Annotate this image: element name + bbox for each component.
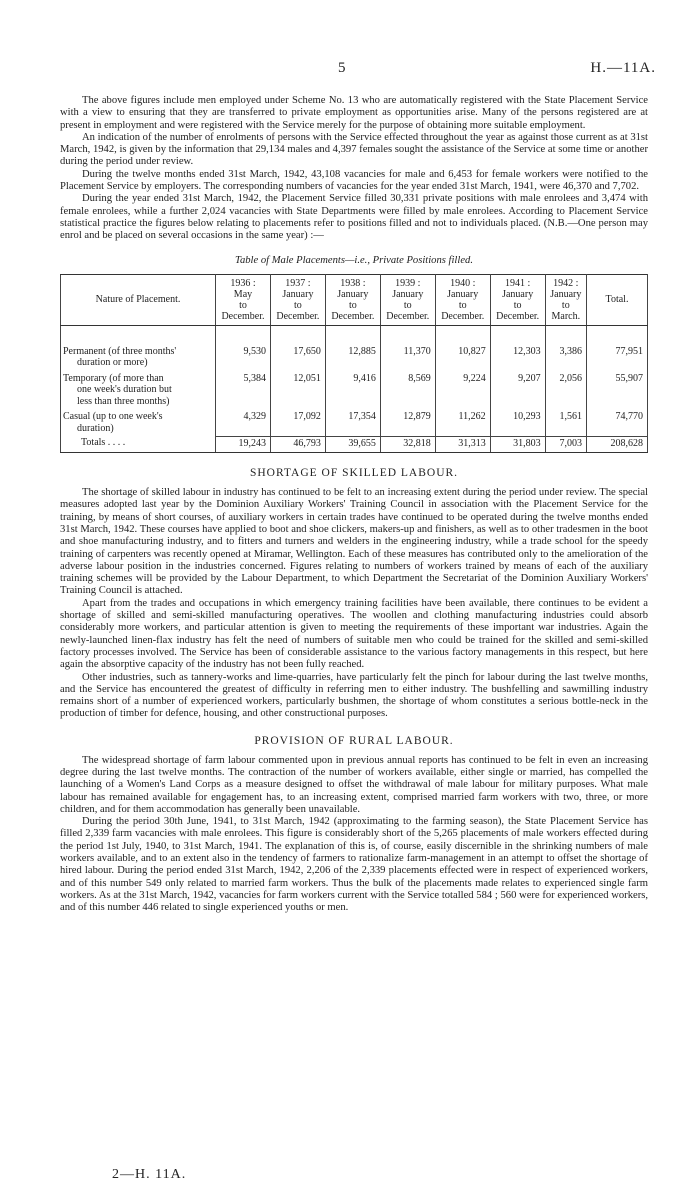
table-row xyxy=(61,409,648,436)
column-header-period: 1942 : January to March. xyxy=(545,274,586,325)
column-header-period: 1936 : May to December. xyxy=(216,274,271,325)
skilled-labour-section xyxy=(60,487,648,721)
paragraph: The above figures include men employed under Scheme No. 13 who are automatically registered with the State Placement Service with a view to ensuring that they are transferred to private employment as opportunities arise. Many of the persons registered are at present in employment and were registered with the Service merely for the purpose of obtaining more suitable employment. xyxy=(60,95,648,131)
document-body xyxy=(60,95,648,915)
table-cell: 19,243 xyxy=(216,436,271,453)
table-cell: 9,224 xyxy=(435,371,490,410)
table-cell: 39,655 xyxy=(325,436,380,453)
table-row xyxy=(61,371,648,410)
column-header-total: Total. xyxy=(587,274,648,325)
table-cell-total: 55,907 xyxy=(587,371,648,410)
table-header-row xyxy=(61,274,648,325)
paragraph: The widespread shortage of farm labour commented upon in previous annual reports has continued to be felt in even an increasing degree during the last twelve months. The contraction of the number of workers available, either single or married, has compelled the launching of a Women's Land Corps as a measure designed to offset the withdrawal of male labour for military purposes. What male labour has remained available for engagement has, to an increasing extent, comprised married farm workers with two, three, or more children, and for them accommodation has generally been unavailable. xyxy=(60,754,648,815)
table-cell-total: 77,951 xyxy=(587,344,648,371)
table-cell: 8,569 xyxy=(380,371,435,410)
table-row xyxy=(61,344,648,371)
column-header-nature: Nature of Placement. xyxy=(61,274,216,325)
paragraph: Apart from the trades and occupations in which emergency training facilities have been available, there continues to be evident a shortage of skilled and semi-skilled manufacturing operatives. The woollen and clothing manufacturing industries could absorb considerably more workers, and particular attention is given to meeting the requirements of these important war industries. Again the newly-launched linen-flax industry has felt the need of numbers of suitable men who could be trained for the skilled and semi-skilled factory processes involved. The Service has been of considerable assistance to the various factory managements in this respect, but here again the absorptive capacity of the industry has not been fully reached. xyxy=(60,597,648,671)
table-cell: 9,207 xyxy=(490,371,545,410)
paragraph: During the period 30th June, 1941, to 31st March, 1942 (approximating to the farming season), the State Placement Service has filled 2,339 farm vacancies with male enrolees. This figure is considerably short of the 5,265 placements of male workers effected during the period 1st July, 1940, to 31st March, 1941. The explanation of this is, of course, easily discernible in the shrinking numbers of male workers available, and to an extent also in the tendency of farmers to rationalize farm-management in an attempt to offset the shortage of hired labour. During the period ended 31st March, 1942, 2,206 of the 2,339 placements effected were in respect of experienced workers, and of this number 549 only related to married farm workers. Thus the bulk of the placements made relates to experienced single farm workers. As at the 31st March, 1942, vacancies for farm workers current with the Service totalled 584 ; 560 were for experienced workers, and of this number 446 related to single experienced youths or men. xyxy=(60,816,648,914)
table-cell: 7,003 xyxy=(545,436,586,453)
page-number: 5 xyxy=(338,60,346,76)
table-cell: 5,384 xyxy=(216,371,271,410)
column-header-period: 1937 : January to December. xyxy=(270,274,325,325)
intro-section xyxy=(60,95,648,243)
table-cell: 31,313 xyxy=(435,436,490,453)
row-label: Permanent (of three months' duration or more) xyxy=(61,344,216,371)
table-cell-grand-total: 208,628 xyxy=(587,436,648,453)
row-label: Temporary (of more than one week's duration but less than three months) xyxy=(61,371,216,410)
table-cell: 10,827 xyxy=(435,344,490,371)
table-cell: 17,650 xyxy=(270,344,325,371)
signature-mark: 2—H. 11A. xyxy=(112,1167,187,1182)
row-label: Casual (up to one week's duration) xyxy=(61,409,216,436)
table-cell: 3,386 xyxy=(545,344,586,371)
paragraph: The shortage of skilled labour in industry has continued to be felt to an increasing extent during the period under review. The special measures adopted last year by the Dominion Auxiliary Workers' Training Council in association with the Placement Service for the training, by means of short courses, of auxiliary workers in certain trades have continued to be operated during the twelve months ended 31st March, 1942. These courses have applied to boot and shoe clickers, makers-up and finishers, as well as to other tradesmen in the boot and shoe manufacturing industry, and to fitters and turners and welders in the engineering industry, while a trade school for the speedy training of carpenters was recently opened at Miramar, Wellington. Each of these measures has contributed only to the amelioration of the adverse labour position in the industries concerned. Figures relating to numbers of workers trained by means of each of the auxiliary training schemes will be provided by the Labour Department, to which Department the Secretariat of the Dominion Auxiliary Workers' Training Council is attached. xyxy=(60,487,648,597)
document-reference: H.—11A. xyxy=(590,60,656,76)
table-cell: 12,303 xyxy=(490,344,545,371)
column-header-period: 1941 : January to December. xyxy=(490,274,545,325)
totals-label: Totals . . . . xyxy=(61,436,216,453)
table-cell: 11,370 xyxy=(380,344,435,371)
table-cell: 12,051 xyxy=(270,371,325,410)
table-cell: 31,803 xyxy=(490,436,545,453)
section-heading-skilled-labour: SHORTAGE OF SKILLED LABOUR. xyxy=(249,467,459,480)
column-header-period: 1938 : January to December. xyxy=(325,274,380,325)
paragraph: During the twelve months ended 31st March, 1942, 43,108 vacancies for male and 6,453 for female workers were notified to the Placement Service by employers. The corresponding numbers of vacancies for the year ended 31st March, 1941, were 46,370 and 7,702. xyxy=(60,168,648,193)
table-cell: 17,354 xyxy=(325,409,380,436)
table-cell: 12,879 xyxy=(380,409,435,436)
table-cell: 11,262 xyxy=(435,409,490,436)
table-cell: 2,056 xyxy=(545,371,586,410)
rural-labour-section xyxy=(60,755,648,915)
paragraph: During the year ended 31st March, 1942, the Placement Service filled 30,331 private positions with male enrolees and 3,474 with female enrolees, while a further 2,024 vacancies with State Departments were filled by male enrolees. According to Placement Service statistical practice the figures below relating to placements refer to positions filled and not to individuals placed. (N.B.—One person may enrol and be placed on several occasions in the same year) :— xyxy=(60,193,648,242)
table-cell: 17,092 xyxy=(270,409,325,436)
table-cell: 9,416 xyxy=(325,371,380,410)
table-cell: 10,293 xyxy=(490,409,545,436)
placements-table xyxy=(60,274,648,454)
table-spacer-row xyxy=(61,325,648,344)
table-cell: 1,561 xyxy=(545,409,586,436)
table-cell: 46,793 xyxy=(270,436,325,453)
table-cell: 9,530 xyxy=(216,344,271,371)
table-caption: Table of Male Placements—i.e., Private Positions filled. xyxy=(235,254,473,266)
table-cell: 32,818 xyxy=(380,436,435,453)
table-cell-total: 74,770 xyxy=(587,409,648,436)
paragraph: An indication of the number of enrolments of persons with the Service effected throughout the year as against those current as at 31st March, 1942, is given by the information that 29,134 males and 4,397 females sought the assistance of the Service at some time or another during the period under review. xyxy=(60,131,648,168)
paragraph: Other industries, such as tannery-works and lime-quarries, have particularly felt the pinch for labour during the last twelve months, and the Service has encountered the greatest of difficulty in referring men to either industry. The bushfelling and sawmilling industry remains short of a number of experienced workers, particularly bushmen, the shortage of whom constitutes a serious bottle-neck in the production of timber for defence, housing, and other constructional purposes. xyxy=(60,671,648,720)
section-heading-rural-labour: PROVISION OF RURAL LABOUR. xyxy=(254,734,454,747)
table-totals-row xyxy=(61,436,648,453)
column-header-period: 1939 : January to December. xyxy=(380,274,435,325)
table-cell: 4,329 xyxy=(216,409,271,436)
table-cell: 12,885 xyxy=(325,344,380,371)
column-header-period: 1940 : January to December. xyxy=(435,274,490,325)
